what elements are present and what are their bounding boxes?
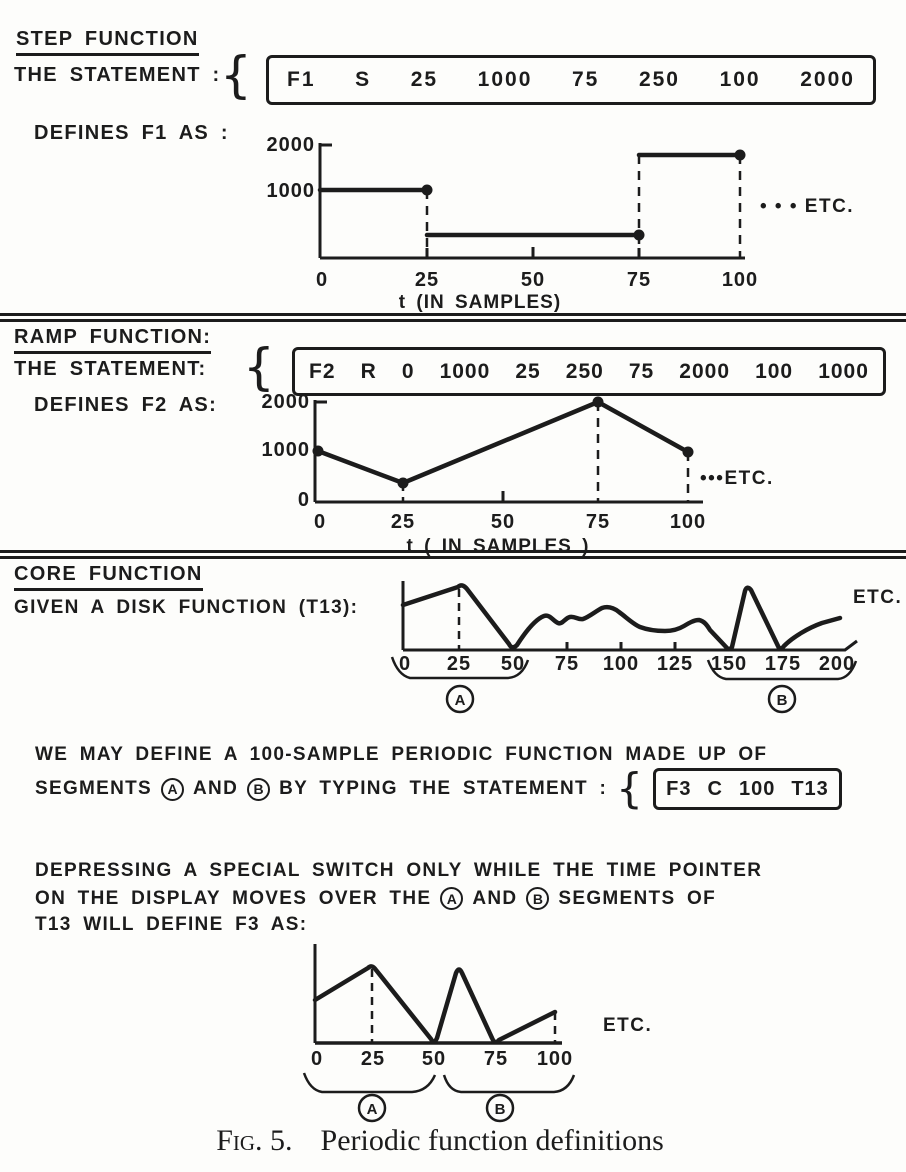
x-tick-label: 50 [520,269,546,291]
define-line2-mid: AND [193,778,239,799]
statement-token: 250 [638,68,680,91]
ramp-statement-label: THE STATEMENT: [14,358,207,380]
ramp-section-title: RAMP FUNCTION: [14,326,211,354]
core-given-label: GIVEN A DISK FUNCTION (T13): [14,597,359,618]
x-tick-label: 50 [500,653,526,675]
x-tick-label: 25 [390,511,416,533]
x-tick-label: 200 [818,653,856,675]
x-tick-label: 0 [313,511,327,533]
x-tick-label: 75 [483,1048,509,1070]
y-tick-label: 1000 [266,180,315,202]
x-tick-label: 150 [710,653,748,675]
statement-token: 2000 [679,359,731,383]
data-point [313,446,324,457]
etc-annotation: ETC. [603,1015,653,1036]
segment-b-inline-circle: B [247,778,270,801]
x-tick-label: 0 [315,269,329,291]
x-tick-label: 125 [656,653,694,675]
segment-a-inline-circle: A [161,778,184,801]
segment-a-inline-circle: A [440,887,463,910]
step-statement-box [266,55,876,105]
statement-token: T13 [791,777,829,800]
data-point [735,150,746,161]
x-tick-label: 175 [764,653,802,675]
etc-annotation: •••ETC. [700,468,774,489]
define-line2-post: BY TYPING THE STATEMENT : [279,778,608,799]
data-point [593,397,604,408]
segment-a-brace [304,1073,435,1092]
x-tick-label: 100 [536,1048,574,1070]
data-point [398,478,409,489]
segment-a-label: A [454,692,466,709]
statement-token: 100 [738,777,776,800]
x-tick-label: 50 [490,511,516,533]
x-axis-ticks [427,247,639,258]
ramp-statement-box [292,347,886,396]
x-tick-label: 0 [310,1048,324,1070]
statement-token: 25 [410,68,439,91]
step-section-title: STEP FUNCTION [16,28,199,56]
define-paragraph-line2 [35,764,842,813]
statement-token: F1 [287,68,316,91]
x-tick-label: 75 [626,269,652,291]
segment-b-label: B [494,1101,506,1118]
statement-token: 25 [515,359,541,383]
data-point [422,185,433,196]
statement-token: 1000 [477,68,533,91]
statement-token: F2 [309,359,336,383]
ramp-defines-label: DEFINES F2 AS: [34,394,218,416]
x-tick-label: 75 [585,511,611,533]
figure-caption-number: Fig. 5. [216,1124,293,1157]
switch-line2-post: SEGMENTS OF [558,887,716,909]
data-point [634,230,645,241]
define-line2-pre: SEGMENTS [35,778,153,799]
ramp-curve [318,402,688,483]
statement-token: 1000 [439,359,491,383]
y-tick-label: 2000 [261,391,310,413]
statement-token: 2000 [800,68,855,91]
statement-token: R [360,359,377,383]
statement-token: 75 [628,359,655,383]
x-tick-label: 100 [721,269,759,291]
x-axis-label: t (IN SAMPLES) [398,292,562,313]
statement-token: 100 [719,68,761,91]
statement-token: 250 [565,359,604,383]
figure-caption-text: Periodic function definitions [320,1124,664,1157]
switch-line2-pre: ON THE DISPLAY MOVES OVER THE [35,887,432,909]
f3-curve [315,966,555,1042]
segment-a-label: A [366,1101,378,1118]
segment-b-label: B [776,692,788,709]
x-tick-label: 25 [414,269,440,291]
x-tick-label: 50 [421,1048,447,1070]
statement-token: F3 [666,777,692,800]
figure-caption [0,1124,880,1158]
core-plot [390,575,906,725]
switch-line2-mid: AND [472,887,518,909]
x-tick-label: 100 [669,511,707,533]
f3-plot [298,938,702,1123]
data-point [683,447,694,458]
define-paragraph-line1: WE MAY DEFINE A 100-SAMPLE PERIODIC FUNCTION MADE UP OF [35,744,768,765]
step-plot [240,126,903,312]
step-open-brace: { [220,46,252,104]
etc-annotation: ETC. [853,587,903,608]
statement-token: 0 [401,359,415,383]
disk-function-curve [403,585,840,649]
switch-paragraph-line1: DEPRESSING A SPECIAL SWITCH ONLY WHILE THE TIME POINTER [35,860,763,881]
statement-token: C [707,777,723,800]
x-tick-label: 75 [554,653,580,675]
x-tick-label: 100 [602,653,640,675]
section-divider [0,313,906,322]
ramp-open-brace: { [243,338,275,396]
y-tick-label: 0 [297,489,310,511]
define-open-brace: { [616,764,645,813]
x-tick-label: 25 [446,653,472,675]
switch-paragraph-line2 [35,885,716,912]
step-defines-label: DEFINES F1 AS : [34,122,229,144]
core-statement-box [653,768,842,810]
statement-token: S [355,68,372,91]
segment-b-inline-circle: B [526,887,549,910]
x-tick-label: 0 [398,653,412,675]
statement-token: 75 [571,68,600,91]
statement-token: 1000 [818,359,869,383]
y-tick-label: 2000 [266,134,315,156]
core-section-title: CORE FUNCTION [14,563,203,591]
segment-b-brace [444,1075,574,1092]
section-divider [0,550,906,559]
etc-annotation: • • • ETC. [760,196,855,217]
step-statement-label: THE STATEMENT : [14,64,221,86]
y-tick-label: 1000 [261,439,310,461]
ramp-plot [240,391,880,563]
statement-token: 100 [755,359,794,383]
x-tick-label: 25 [360,1048,386,1070]
x-axis-label: t ( IN SAMPLES ) [406,536,590,557]
switch-paragraph-line3: T13 WILL DEFINE F3 AS: [35,914,308,935]
